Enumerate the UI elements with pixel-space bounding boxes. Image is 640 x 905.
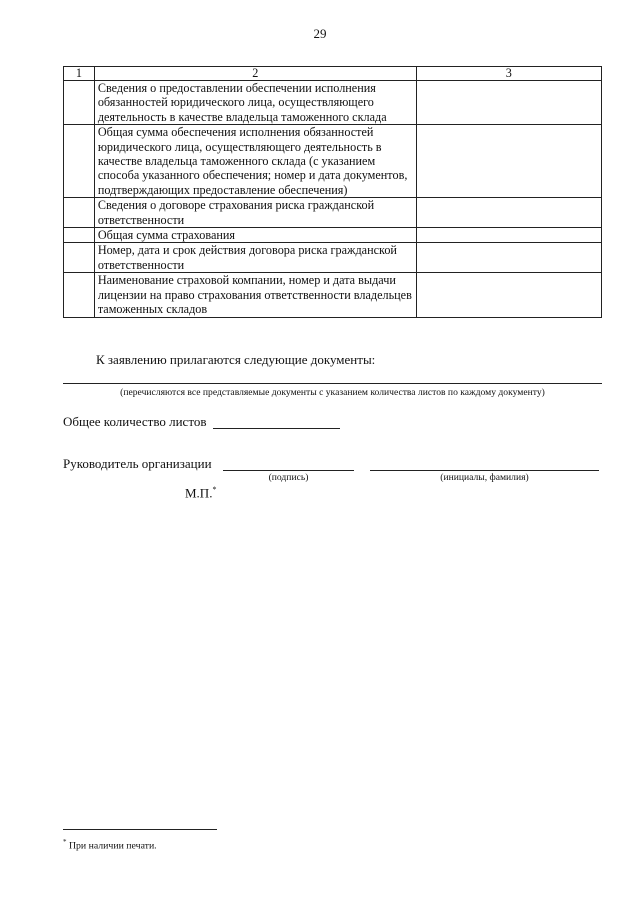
- row-description-cell: Общая сумма страхования: [94, 228, 416, 243]
- info-table: [63, 66, 602, 318]
- column-header-2: 2: [94, 67, 416, 81]
- row-number-cell: [64, 198, 95, 228]
- stamp-label: [185, 485, 216, 501]
- row-value-cell[interactable]: [416, 243, 601, 273]
- footnote-separator: [63, 829, 217, 830]
- row-number-cell: [64, 81, 95, 125]
- director-label: Руководитель организации: [63, 456, 212, 471]
- row-description-cell: Сведения о договоре страхования риска гражданской ответственности: [94, 198, 416, 228]
- total-sheets-label: Общее количество листов: [63, 414, 207, 429]
- row-description-cell: Общая сумма обеспечения исполнения обязанностей юридического лица, осуществляющего деятельность в качестве владельца таможенного склада (с указанием способа указанного обеспечения; номер и дата документов, подтверждающих предоставление обеспечения): [94, 125, 416, 198]
- table-row: [64, 273, 602, 317]
- row-number-cell: [64, 125, 95, 198]
- row-value-cell[interactable]: [416, 125, 601, 198]
- signature-hint: (подпись): [268, 472, 309, 483]
- row-description-cell: Наименование страховой компании, номер и дата выдачи лицензии на право страхования ответственности владельцев таможенных складов: [94, 273, 416, 317]
- column-header-1: 1: [64, 67, 95, 81]
- table-row: [64, 81, 602, 125]
- row-number-cell: [64, 243, 95, 273]
- row-description-cell: Номер, дата и срок действия договора риска гражданской ответственности: [94, 243, 416, 273]
- row-value-cell[interactable]: [416, 81, 601, 125]
- row-description-cell: Сведения о предоставлении обеспечении исполнения обязанностей юридического лица, осуществляющего деятельность в качестве владельца таможенного склада: [94, 81, 416, 125]
- signature-line[interactable]: [223, 470, 354, 471]
- table-row: [64, 198, 602, 228]
- row-number-cell: [64, 273, 95, 317]
- footnote-text: При наличии печати.: [68, 840, 157, 852]
- table-header-row: [64, 67, 602, 81]
- page-number: 29: [313, 26, 327, 41]
- table-row: [64, 243, 602, 273]
- table-row: [64, 125, 602, 198]
- row-value-cell[interactable]: [416, 198, 601, 228]
- name-line[interactable]: [370, 470, 599, 471]
- stamp-footnote-mark: *: [212, 485, 217, 494]
- total-sheets-line[interactable]: [213, 428, 340, 429]
- row-number-cell: [64, 228, 95, 243]
- row-value-cell[interactable]: [416, 228, 601, 243]
- footnote-mark: *: [63, 838, 67, 846]
- column-header-3: 3: [416, 67, 601, 81]
- documents-list-line[interactable]: [63, 383, 602, 384]
- name-hint: (инициалы, фамилия): [440, 472, 529, 483]
- footnote: [63, 838, 157, 851]
- table-row: [64, 228, 602, 243]
- row-value-cell[interactable]: [416, 273, 601, 317]
- documents-title: К заявлению прилагаются следующие документы:: [96, 352, 376, 367]
- stamp-text: М.П.: [185, 485, 213, 501]
- documents-hint: (перечисляются все представляемые документы с указанием количества листов по каждому документу): [120, 387, 545, 398]
